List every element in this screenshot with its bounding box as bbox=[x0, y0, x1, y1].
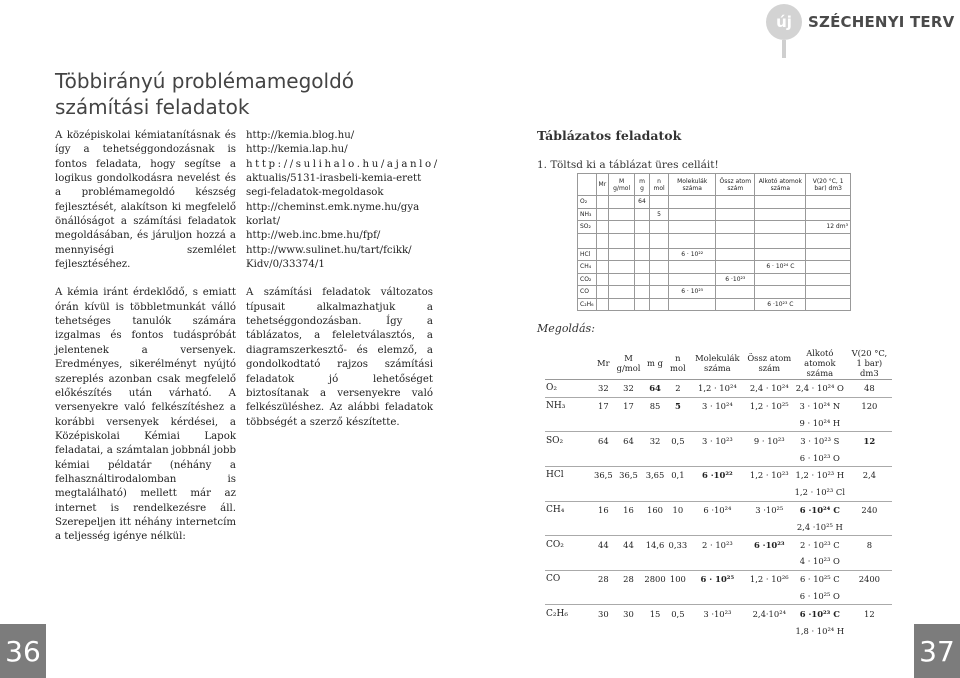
table-header-row bbox=[578, 174, 851, 196]
header-building-atoms: Alkotó atomok száma bbox=[755, 174, 806, 196]
header-building-atoms: Alkotó atomok száma bbox=[793, 347, 847, 380]
formula-cell: SO₂ bbox=[578, 221, 597, 234]
table-row: NH₃ 5 bbox=[578, 208, 851, 221]
url-line[interactable]: aktualis/5131-irasbeli-kemia-erett bbox=[246, 173, 422, 185]
url-line[interactable]: http://web.inc.bme.hu/fpf/ bbox=[246, 230, 381, 242]
url-line[interactable]: http://cheminst.emk.nyme.hu/gya bbox=[246, 201, 420, 213]
logo-text: SZÉCHENYI TERV bbox=[808, 13, 955, 31]
intro-paragraph-2: A kémia iránt érdeklődő, s emiatt órán kívül is többletmunkát válló tehetséges tanulók számára izgalmas és fontos tudáspróbát jelentenek a versenyek. Eredményes, sikerélményt nyújtó szereplés azonban csak megfelelő előkészítés után várható. A versenyekre való felkészítéshez a korábbi versenyek kérdései, a Középiskolai Kémiai Lapok feladatai, a számtalan jobbnál jobb kémiai példatár (néhány a felhasználtirodalomban is megtalálható) mellett már az internet is rendelkezésre áll. Szerepeljen itt néhány internetcím a teljesség igénye nélkül: bbox=[55, 287, 236, 543]
header-volume: V(20 °C, 1 bar) dm3 bbox=[847, 347, 892, 380]
header-atoms: Össz atom szám bbox=[716, 174, 755, 196]
table-row: CH₄ 16 16 160 10 6 ·10²⁴ 3 ·10²⁵ 6 ·10²⁴ C 240 bbox=[545, 501, 892, 518]
url-line[interactable]: http://kemia.blog.hu/ bbox=[246, 130, 355, 141]
table-subrow: 4 · 10²³ O bbox=[799, 556, 840, 567]
table-row: C₂H₆ 30 30 15 0,5 3 ·10²³ 2,4·10²⁴ 6 ·10²³ C 12 bbox=[545, 605, 892, 622]
table-spacer-row bbox=[578, 233, 851, 248]
table-row: O₂ 64 bbox=[578, 196, 851, 209]
header-molecules: Molekulák száma bbox=[669, 174, 716, 196]
formula-cell: CO₂ bbox=[578, 273, 597, 286]
header-molar-mass: M g/mol bbox=[614, 347, 644, 380]
table-row: HCl 36,5 36,5 3,65 0,1 6 ·10²² 1,2 · 10²³ 1,2 · 10²³ H 2,4 bbox=[545, 466, 892, 483]
solution-label: Megoldás: bbox=[537, 322, 595, 335]
table-row: CO₂ 6 ·10²³ bbox=[578, 273, 851, 286]
url-line[interactable]: Kidv/0/33374/1 bbox=[246, 259, 325, 271]
table-subrow: 6 · 10²⁵ O bbox=[799, 590, 840, 601]
formula-cell: HCl bbox=[578, 248, 597, 261]
table-subrow: 1,8 · 10²⁴ H bbox=[795, 625, 845, 636]
header-volume: V(20 °C, 1 bar) dm3 bbox=[806, 174, 851, 196]
url-line[interactable]: segi-feladatok-megoldasok bbox=[246, 187, 384, 199]
logo-pin-icon bbox=[782, 40, 786, 58]
header-amount: n mol bbox=[667, 347, 689, 380]
table-header-row bbox=[545, 347, 892, 380]
table-row: CO₂ 44 44 14,6 0,33 2 · 10²³ 6 ·10²³ 2 · 10²³ C 8 bbox=[545, 536, 892, 553]
page-number-right: 37 bbox=[914, 624, 960, 678]
header-mass: m g bbox=[643, 347, 666, 380]
header-amount: n mol bbox=[649, 174, 668, 196]
exercise-table bbox=[577, 173, 851, 311]
table-subrow: 2,4 ·10²⁵ H bbox=[796, 521, 843, 532]
types-paragraph: A számítási feladatok változatos típusait alkalmazhatjuk a tehetséggondozásban. Így a táblázatos, a feleletválasztós, a diagramszerkesztő- és elemző, a gondolkodtató rajzos számítási feladatok jó lehetőséget biztosítanak a versenyekre való felkészüléshez. Az alábbi feladatok többségét a szerző készítette. bbox=[246, 287, 433, 428]
header-molecules: Molekulák száma bbox=[689, 347, 746, 380]
links-column bbox=[246, 129, 440, 444]
table-row: CH₄ 6 · 10²⁴ C bbox=[578, 261, 851, 274]
url-line[interactable]: http://kemia.lap.hu/ bbox=[246, 144, 348, 156]
url-line[interactable]: http://www.sulinet.hu/tart/fcikk/ bbox=[246, 244, 412, 256]
table-subrow: 1,2 · 10²³ Cl bbox=[794, 487, 846, 498]
page-number-left: 36 bbox=[0, 624, 46, 678]
solution-table bbox=[545, 347, 892, 639]
table-row: NH₃ 17 17 85 5 3 · 10²⁴ 1,2 · 10²⁵ 3 · 10²⁴ N 120 bbox=[545, 397, 892, 414]
intro-paragraph-1: A középiskolai kémiatanításnak és így a tehetséggondozásnak is fontos feladata, hogy segítse a logikus gondolkodásra nevelést és a problémamegoldó készség fejlesztését, alakítson ki megfelelő önállóságot a számítási feladatok megoldásában, és járuljon hozzá a mennyiségi szemlélet fejlesztéséhez. bbox=[55, 130, 236, 271]
url-line[interactable]: http://sulihalo.hu/ajanlo/ bbox=[246, 158, 440, 170]
logo-badge: új bbox=[766, 4, 802, 40]
formula-cell: NH₃ bbox=[578, 208, 597, 221]
header-molar-mass: M g/mol bbox=[609, 174, 635, 196]
table-row: CO 6 · 10²⁵ bbox=[578, 286, 851, 299]
table-row: C₂H₆ 6 ·10²³ C bbox=[578, 298, 851, 311]
table-row: HCl 6 · 10²² bbox=[578, 248, 851, 261]
header-mr: Mr bbox=[593, 347, 614, 380]
header-mr: Mr bbox=[596, 174, 609, 196]
table-subrow: 6 · 10²³ O bbox=[799, 452, 840, 463]
table-row: O₂ 32 32 64 2 1,2 · 10²⁴ 2,4 · 10²⁴ 2,4 · 10²⁴ O 48 bbox=[545, 380, 892, 398]
table-row: SO₂ 12 dm³ bbox=[578, 221, 851, 234]
szechenyi-terv-logo bbox=[766, 4, 954, 40]
url-line[interactable]: korlat/ bbox=[246, 216, 281, 228]
task-text: 1. Töltsd ki a táblázat üres celláit! bbox=[537, 159, 719, 171]
table-subrow: 9 · 10²⁴ H bbox=[799, 417, 841, 428]
table-row: SO₂ 64 64 32 0,5 3 · 10²³ 9 · 10²³ 3 · 10²³ S 12 bbox=[545, 432, 892, 449]
table-row: CO 28 28 2800 100 6 · 10²⁵ 1,2 · 10²⁶ 6 · 10²⁵ C 2400 bbox=[545, 570, 892, 587]
formula-cell: CO bbox=[578, 286, 597, 299]
header-mass: m g bbox=[635, 174, 650, 196]
page-title: Többirányú problémamegoldó számítási feladatok bbox=[55, 69, 355, 119]
formula-cell: O₂ bbox=[578, 196, 597, 209]
header-atoms: Össz atom szám bbox=[746, 347, 793, 380]
formula-cell: CH₄ bbox=[578, 261, 597, 274]
intro-column bbox=[55, 129, 236, 559]
section-heading: Táblázatos feladatok bbox=[537, 128, 682, 143]
formula-cell: C₂H₆ bbox=[578, 298, 597, 311]
